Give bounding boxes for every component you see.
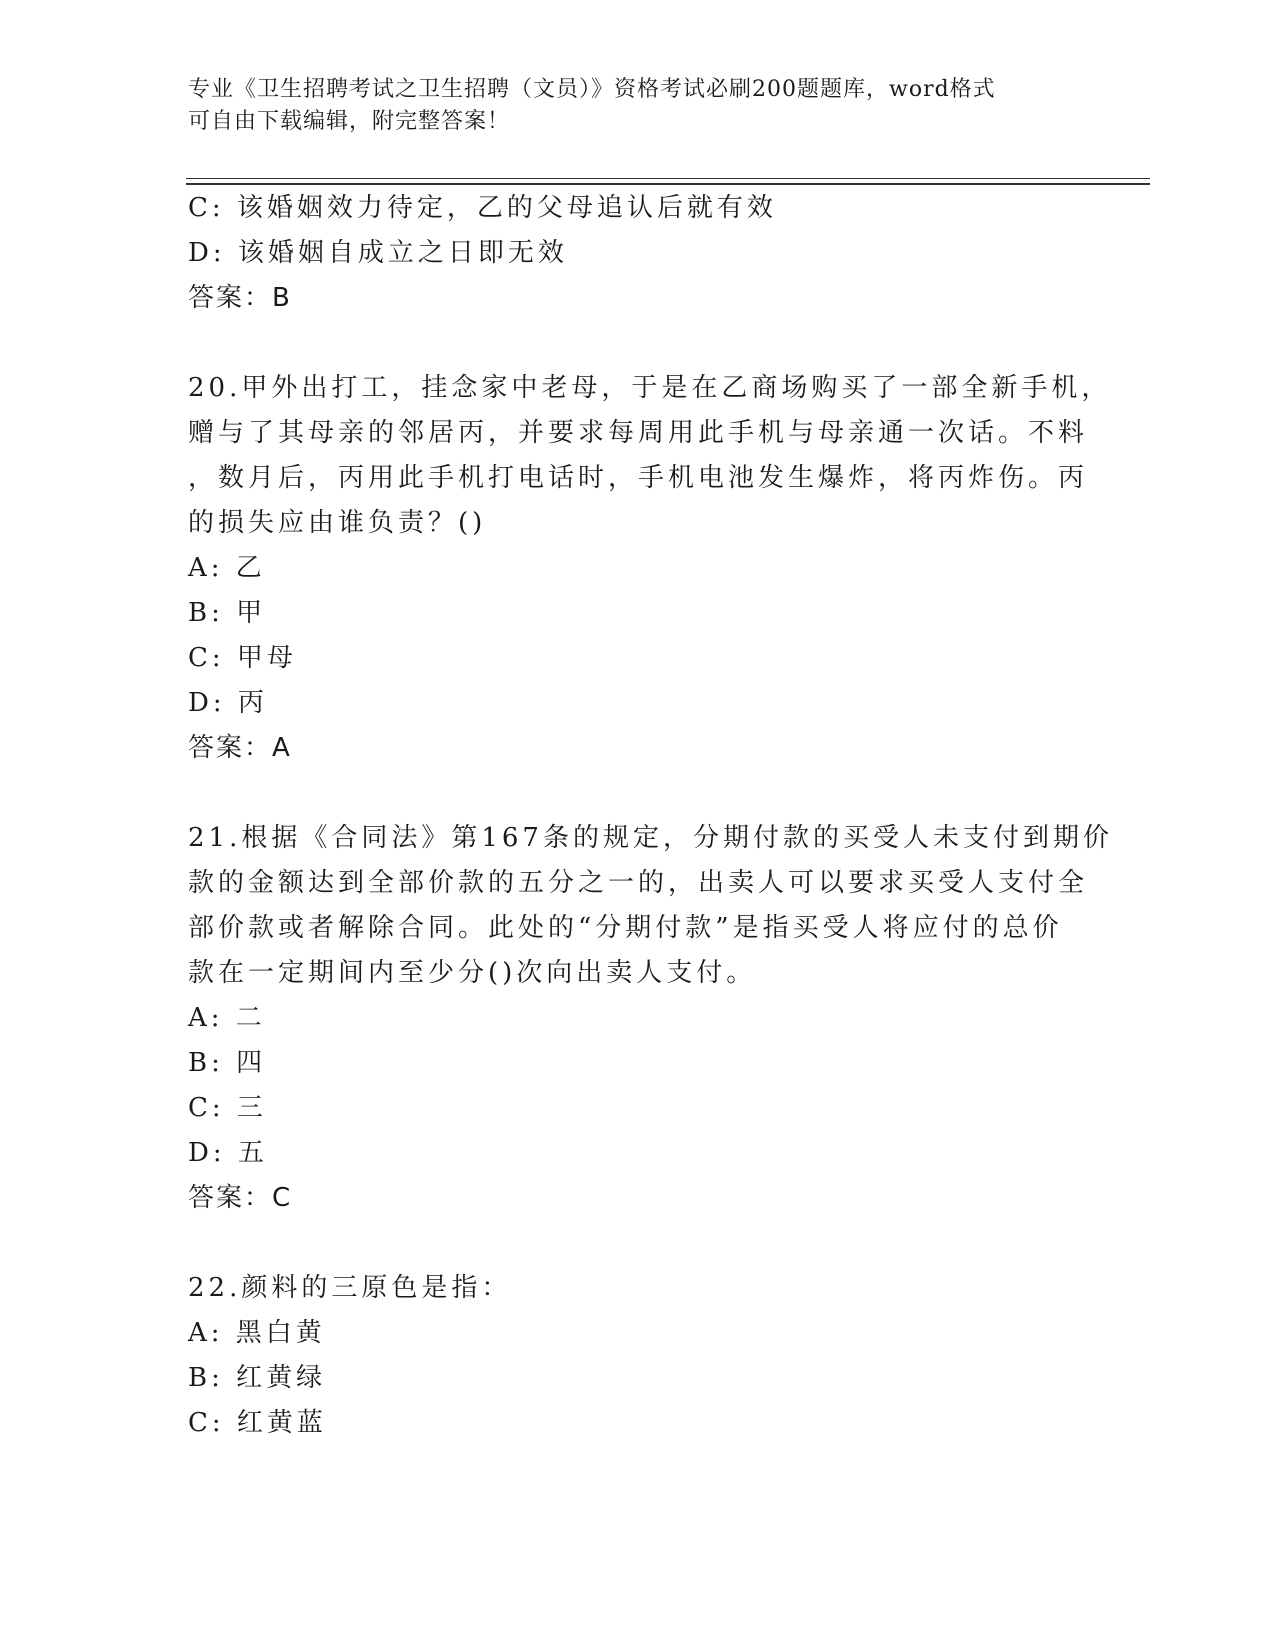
answer: 答案：A <box>188 733 292 763</box>
stem-line: 赠与了其母亲的邻居丙，并要求每周用此手机与母亲通一次话。不料 <box>188 418 1089 448</box>
question-stem <box>188 816 1113 996</box>
stem-line: 20.甲外出打工，挂念家中老母，于是在乙商场购买了一部全新手机， <box>188 373 1112 403</box>
option-a: A: 黑白黄 <box>188 1318 326 1348</box>
option-d: D: 五 <box>188 1138 268 1168</box>
stem-line: 22.颜料的三原色是指： <box>188 1273 512 1303</box>
document-body <box>188 186 1113 1446</box>
stem-line: ，数月后，丙用此手机打电话时，手机电池发生爆炸，将丙炸伤。丙 <box>188 463 1089 493</box>
option-a: A: 乙 <box>188 553 266 583</box>
stem-line: 部价款或者解除合同。此处的“分期付款”是指买受人将应付的总价 <box>188 913 1063 943</box>
answer: 答案：C <box>188 1183 293 1213</box>
stem-line: 的损失应由谁负责？() <box>188 508 487 538</box>
stem-line: 21.根据《合同法》第167条的规定，分期付款的买受人未支付到期价 <box>188 823 1113 853</box>
question-21 <box>188 816 1113 1221</box>
question-19-tail <box>188 186 1088 321</box>
answer: 答案：B <box>188 283 292 313</box>
spacer <box>188 1221 1088 1266</box>
header-line-1: 专业《卫生招聘考试之卫生招聘（文员）》资格考试必刷200题题库，word格式 <box>188 77 996 102</box>
question-22 <box>188 1266 1088 1446</box>
option-c: C: 三 <box>188 1093 267 1123</box>
option-d: D: 丙 <box>188 688 268 718</box>
document-header <box>188 74 1068 138</box>
spacer <box>188 771 1088 816</box>
option-c: C: 该婚姻效力待定，乙的父母追认后就有效 <box>188 193 777 223</box>
question-stem <box>188 366 1112 546</box>
question-stem <box>188 1266 1088 1311</box>
header-line-2: 可自由下载编辑，附完整答案！ <box>188 109 511 134</box>
option-c: C: 红黄蓝 <box>188 1408 327 1438</box>
option-a: A: 二 <box>188 1003 266 1033</box>
option-b: B: 红黄绿 <box>188 1363 327 1393</box>
option-c: C: 甲母 <box>188 643 297 673</box>
spacer <box>188 321 1088 366</box>
option-b: B: 四 <box>188 1048 267 1078</box>
option-d: D: 该婚姻自成立之日即无效 <box>188 238 568 268</box>
question-20 <box>188 366 1112 771</box>
stem-line: 款的金额达到全部价款的五分之一的，出卖人可以要求买受人支付全 <box>188 868 1089 898</box>
option-b: B: 甲 <box>188 598 267 628</box>
stem-line: 款在一定期间内至少分()次向出卖人支付。 <box>188 958 757 988</box>
header-divider <box>186 178 1150 185</box>
